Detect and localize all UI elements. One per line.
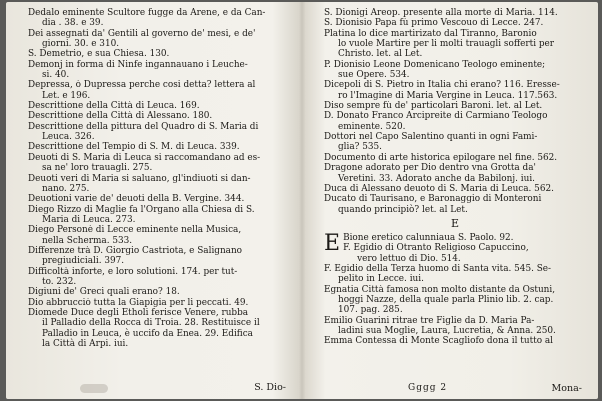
index-entry-line: Deuoti di S. Maria di Leuca si raccomandano ad es- <box>28 152 261 163</box>
index-entry-line: Digiuni de' Greci quali erano? 18. <box>28 287 180 298</box>
index-entry-line: Palladio in Leuca, è uccifo da Enea. 29. Edifica <box>42 328 253 339</box>
index-entry-line: quando principiò? let. al Let. <box>338 204 468 215</box>
index-entry-line: Deuotioni varie de' deuoti della B. Vergine. 344. <box>28 194 245 205</box>
index-entry <box>28 194 290 204</box>
index-entry <box>28 205 290 226</box>
index-entry-line: F. Egidio di Otranto Religioso Capuccino, <box>343 243 529 254</box>
index-entry-line: Platina lo dice martirizato dal Tiranno, Baronio <box>324 28 537 39</box>
signature-mark: Gggg 2 <box>408 383 448 393</box>
index-entry <box>28 246 290 267</box>
index-entry <box>324 336 586 346</box>
right-index-entries <box>324 8 586 347</box>
index-entry-line: Bione eretico calunniaua S. Paolo. 92. <box>343 232 514 243</box>
index-entry-line: nella Scherma. 533. <box>42 235 133 246</box>
index-entry-line: si. 40. <box>42 70 70 81</box>
index-entry-line: Descrittione della Città di Leuca. 169. <box>28 101 200 112</box>
index-entry <box>28 174 290 195</box>
index-entry-line: Deuoti veri di Maria si saluano, gl'indiuoti si dan- <box>28 173 251 184</box>
index-entry-line: S. Dionisio Papa fù primo Vescouo di Lecce. 247. <box>324 18 544 29</box>
index-entry <box>324 80 586 101</box>
index-entry <box>324 316 586 337</box>
index-entry-line: Diomede Duce degli Etholi ferisce Venere, rubba <box>28 307 249 318</box>
index-entry <box>324 18 586 28</box>
index-entry-line: nano. 275. <box>42 183 90 194</box>
index-entry <box>324 184 586 194</box>
index-entry <box>28 225 290 246</box>
index-entry-line: S. Demetrio, e sua Chiesa. 130. <box>28 49 170 60</box>
index-entry <box>343 233 586 243</box>
index-entry <box>324 264 586 285</box>
index-entry <box>28 122 290 143</box>
index-entry-line: Egnatia Città famosa non molto distante da Ostuni, <box>324 284 556 295</box>
index-entry <box>324 101 586 111</box>
index-entry <box>324 60 586 81</box>
index-entry-line: pregiudiciali. 397. <box>42 256 125 267</box>
index-entry-line: F. Egidio della Terza huomo di Santa vita. 545. Se- <box>324 263 552 274</box>
book-spread <box>6 2 598 399</box>
ink-smudge <box>80 384 108 393</box>
index-entry-line: P. Dionisio Leone Domenicano Teologo eminente; <box>324 59 546 70</box>
index-entry-line: Difficoltà inforte, e loro solutioni. 174. per tut- <box>28 266 238 277</box>
index-entry-line: ro l'Imagine di Maria Vergine in Leuca. 117.563. <box>338 90 558 101</box>
index-entry-line: Emilio Guarini ritrae tre Figlie da D. Maria Pa- <box>324 315 535 326</box>
index-entry <box>324 153 586 163</box>
index-entry-line: Diego Personè di Lecce eminente nella Musica, <box>28 225 242 236</box>
index-entry-line: ladini sua Moglie, Laura, Lucretia, & Anna. 250. <box>338 325 556 336</box>
index-entry <box>28 153 290 174</box>
index-entry-line: hoggi Nazze, della quale parla Plinio lib. 2. cap. <box>338 294 554 305</box>
index-entry-line: eminente. 520. <box>338 121 406 132</box>
index-entry-line: Duca di Alessano deuoto di S. Maria di Leuca. 562. <box>324 183 554 194</box>
index-entry-line: Dedalo eminente Scultore fugge da Arene, e da Can- <box>28 8 266 18</box>
index-entry-line: D. Donato Franco Arcipreite di Carmiano Teologo <box>324 111 548 122</box>
index-entry-line: Dio abbrucciò tutta la Giapigia per li peccati. 49. <box>28 297 249 308</box>
index-entry <box>324 194 586 215</box>
index-entry <box>28 142 290 152</box>
index-entry-line: Diso sempre fù de' particolari Baroni. let. al Let. <box>324 101 543 112</box>
index-entry-line: glia? 535. <box>338 142 382 153</box>
index-entry-line: Dicepoli di S. Pietro in Italia chi erano? 116. Eresse- <box>324 80 560 91</box>
index-entry-line: sue Opere. 534. <box>338 70 410 81</box>
index-entry <box>28 80 290 101</box>
index-entry-line: Descrittione della pittura del Quadro di S. Maria di <box>28 121 259 132</box>
index-entry-line: Documento di arte historica epilogare nel fine. 562. <box>324 152 558 163</box>
index-entry-line: giorni. 30. e 310. <box>42 39 120 50</box>
index-entry-line: dia . 38. e 39. <box>42 18 104 29</box>
index-entry <box>28 29 290 50</box>
index-entry <box>28 49 290 59</box>
left-page <box>28 2 290 399</box>
index-entry-line: Dottori nel Capo Salentino quanti in ogni Fami- <box>324 132 538 143</box>
index-entry <box>28 8 290 29</box>
index-entry <box>28 101 290 111</box>
index-entry-line: Differenze trà D. Giorgio Castriota, e Salignano <box>28 245 243 256</box>
index-entry-line: Veretini. 33. Adorato anche da Babilonj. iui. <box>338 173 535 184</box>
index-entry-line: Christo. let. al Let. <box>338 49 423 60</box>
index-entry-line: to. 232. <box>42 276 77 287</box>
index-entry-line: Descrittione della Città di Alessano. 180. <box>28 111 213 122</box>
section-e-entries <box>324 230 586 347</box>
section-letter: E <box>450 216 460 230</box>
index-entry-line: Descrittione del Tempio di S. M. di Leuca. 339. <box>28 142 240 153</box>
index-entry <box>324 29 586 60</box>
index-entry <box>324 132 586 153</box>
index-entry-line: 107. pag. 285. <box>338 305 403 316</box>
left-index-entries <box>28 8 290 349</box>
index-entry <box>324 8 586 18</box>
index-entry <box>28 267 290 288</box>
index-entry-line: Dragone adorato per Dio dentro vna Grotta da' <box>324 163 536 174</box>
index-entry-line: S. Dionigi Areop. presente alla morte di Maria. 114. <box>324 8 558 18</box>
index-entry-line: Maria di Leuca. 273. <box>42 214 136 225</box>
index-entry-line: Let. e 196. <box>42 90 91 101</box>
index-entry-line: Dei assegnati da' Gentili al governo de' mesi, e de' <box>28 28 256 39</box>
index-entry-line: pelito in Lecce. iui. <box>338 274 424 285</box>
index-entry-line: la Città di Arpi. iui. <box>42 339 129 349</box>
index-entry <box>28 60 290 81</box>
index-entry-line: il Palladio della Rocca di Troia. 28. Restituisce il <box>42 318 260 329</box>
index-entry-line: Emma Contessa di Monte Scagliofo dona il tutto al <box>324 336 553 347</box>
index-entry <box>324 285 586 316</box>
index-entry <box>28 287 290 297</box>
index-entry-line: Depressa, ò Dupressa perche cosi detta? lettera al <box>28 80 256 91</box>
index-entry <box>28 308 290 349</box>
index-entry <box>28 298 290 308</box>
right-catchword: Mona- <box>551 383 582 394</box>
index-entry <box>324 163 586 184</box>
index-entry-line: vero lettuo di Dio. 514. <box>357 253 461 264</box>
right-page <box>324 2 586 399</box>
index-entry-line: Demonj in forma di Ninfe ingannauano i Leuche- <box>28 59 248 70</box>
index-entry-line: Ducato di Taurisano, e Baronaggio di Monteroni <box>324 194 542 205</box>
index-entry-line: Diego Rizzo di Maglie fa l'Organo alla Chiesa di S. <box>28 204 255 215</box>
index-entry-line: Leuca. 326. <box>42 132 95 143</box>
index-entry-line: lo vuole Martire per li molti trauagli sofferti per <box>338 39 555 50</box>
drop-capital: E <box>324 230 341 256</box>
index-entry <box>28 111 290 121</box>
left-catchword: S. Dio- <box>254 382 286 393</box>
index-entry <box>324 111 586 132</box>
index-entry <box>343 243 586 264</box>
index-entry-line: sa ne' loro trauagli. 275. <box>42 163 153 174</box>
